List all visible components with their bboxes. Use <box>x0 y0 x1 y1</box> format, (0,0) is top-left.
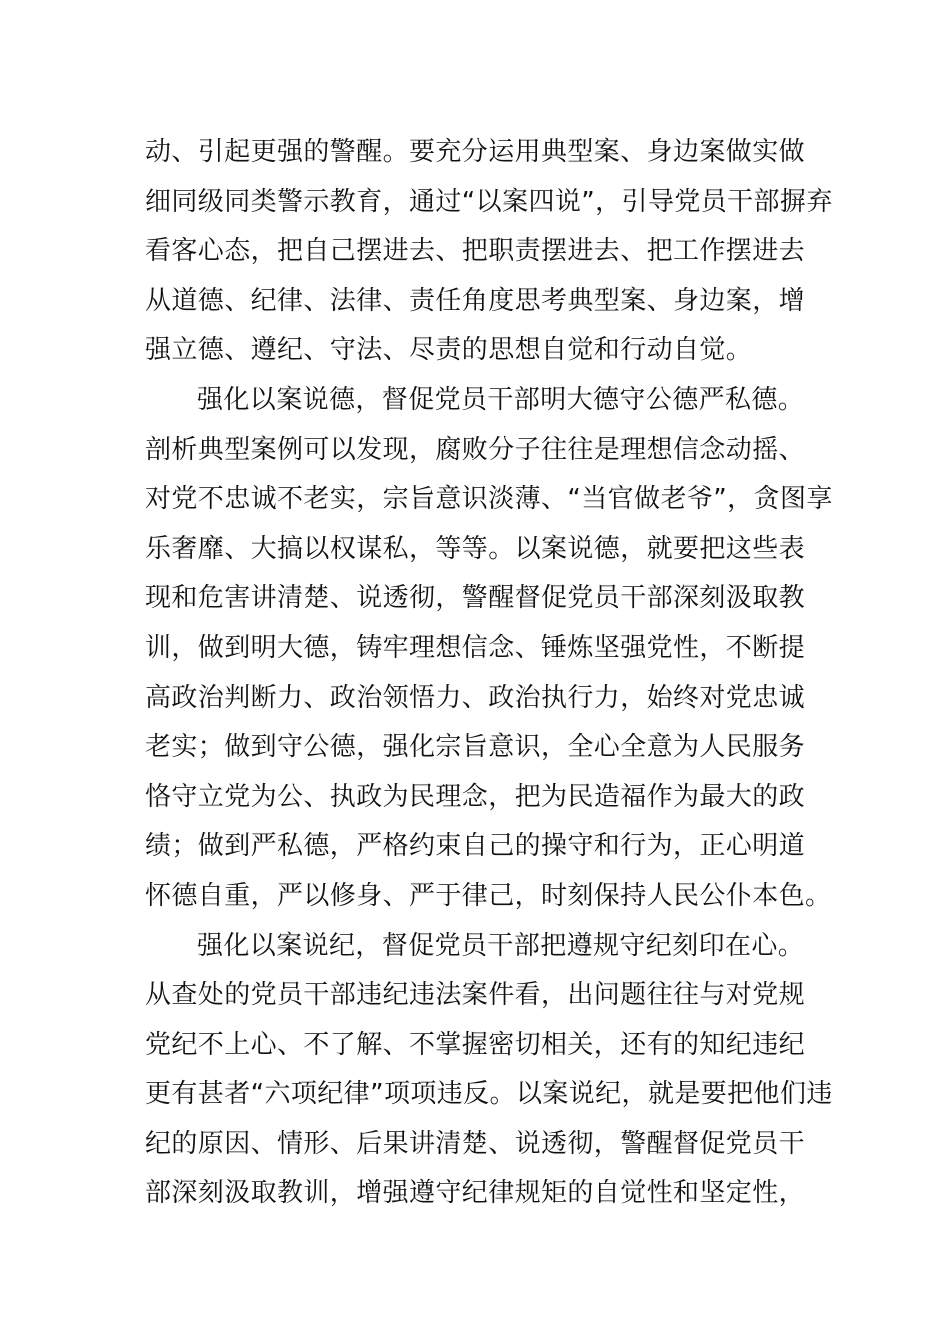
text-line: 乐奢靡、大搞以权谋私，等等。以案说德，就要把这些表 <box>145 533 806 564</box>
text-line: 怀德自重，严以修身、严于律己，时刻保持人民公仆本色。 <box>145 880 832 911</box>
text-line: 党纪不上心、不了解、不掌握密切相关，还有的知纪违纪 <box>145 1029 806 1060</box>
paragraph-heading-line: 强化以案说纪，督促党员干部把遵规守纪刻印在心。 <box>197 930 805 961</box>
text-line: 现和危害讲清楚、说透彻，警醒督促党员干部深刻汲取教 <box>145 583 806 614</box>
text-line: 纪的原因、情形、后果讲清楚、说透彻，警醒督促党员干 <box>145 1128 806 1159</box>
text-line: 对党不忠诚不老实，宗旨意识淡薄、“当官做老爷”，贪图享 <box>145 484 833 515</box>
body-text <box>145 128 833 1219</box>
text-line: 剖析典型案例可以发现，腐败分子往往是理想信念动摇、 <box>145 434 806 465</box>
text-line: 部深刻汲取教训，增强遵守纪律规矩的自觉性和坚定性， <box>145 1178 806 1209</box>
text-line: 从道德、纪律、法律、责任角度思考典型案、身边案，增 <box>145 285 806 316</box>
text-line: 细同级同类警示教育，通过“以案四说”，引导党员干部摒弃 <box>145 186 833 217</box>
paragraph-heading-line: 强化以案说德，督促党员干部明大德守公德严私德。 <box>197 384 805 415</box>
text-line: 高政治判断力、政治领悟力、政治执行力，始终对党忠诚 <box>145 682 806 713</box>
text-line: 训，做到明大德，铸牢理想信念、锤炼坚强党性，不断提 <box>145 632 806 663</box>
text-line: 更有甚者“六项纪律”项项违反。以案说纪，就是要把他们违 <box>145 1079 833 1110</box>
text-line: 看客心态，把自己摆进去、把职责摆进去、把工作摆进去 <box>145 236 806 267</box>
text-line: 恪守立党为公、执政为民理念，把为民造福作为最大的政 <box>145 781 806 812</box>
text-line: 动、引起更强的警醒。要充分运用典型案、身边案做实做 <box>145 137 806 167</box>
text-line: 强立德、遵纪、守法、尽责的思想自觉和行动自觉。 <box>145 335 753 366</box>
text-line: 绩；做到严私德，严格约束自己的操守和行为，正心明道 <box>145 831 806 862</box>
text-line: 老实；做到守公德，强化宗旨意识，全心全意为人民服务 <box>145 732 806 763</box>
text-line: 从查处的党员干部违纪违法案件看，出问题往往与对党规 <box>145 980 806 1011</box>
